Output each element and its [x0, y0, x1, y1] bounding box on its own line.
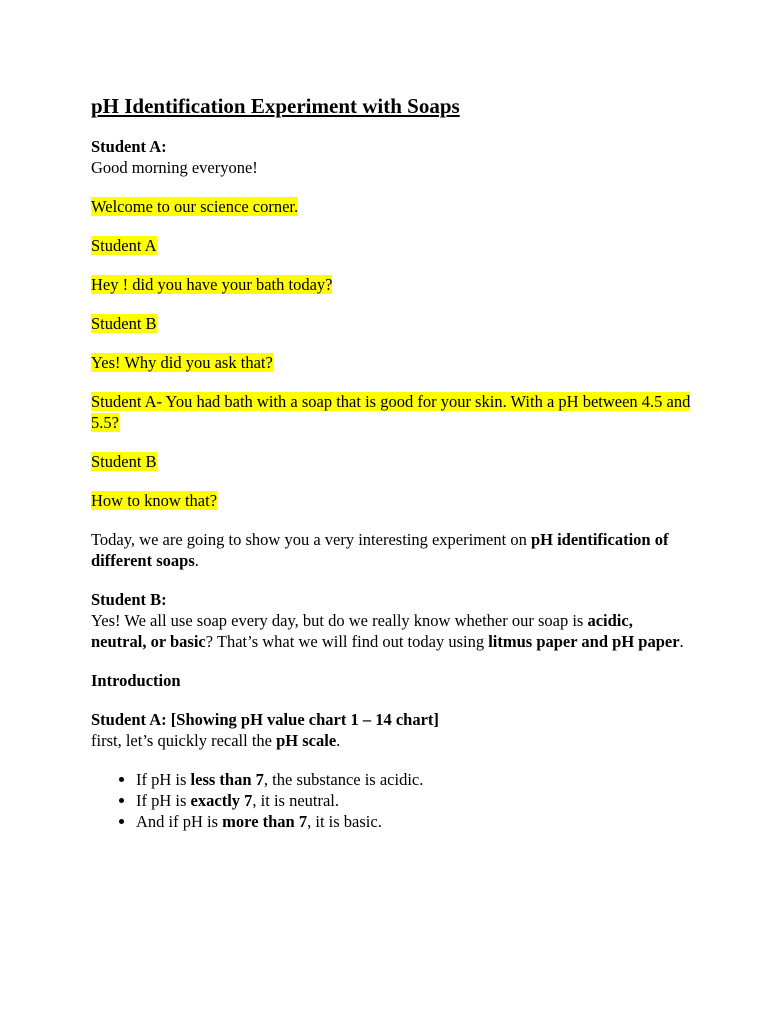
soap-text: Student A- You had bath with a soap that is good for your skin. With a pH between 4.5 and 5.5? [91, 392, 691, 432]
student-b-text-1: Yes! We all use soap every day, but do we really know whether our soap is [91, 611, 588, 630]
bullet-text: If pH is [136, 791, 191, 810]
speaker-b-label-2: Student B [91, 452, 157, 471]
greeting-text: Good morning everyone! [91, 158, 258, 177]
student-b-bold-2: litmus paper and pH paper [488, 632, 680, 651]
speaker-b-paragraph-2 [91, 451, 691, 472]
today-end: . [194, 551, 199, 570]
how-paragraph [91, 490, 691, 511]
speaker-label-b: Student B: [91, 590, 167, 609]
speaker-label: Student A: [91, 137, 167, 156]
student-b-text-3: . [679, 632, 684, 651]
today-text: Today, we are going to show you a very interesting experiment on [91, 530, 531, 549]
recall-text: first, let’s quickly recall the [91, 731, 277, 750]
list-item [136, 769, 691, 790]
soap-paragraph [91, 391, 691, 433]
student-b-bold-1: acidic, neutral, or basic [91, 611, 633, 651]
hey-paragraph [91, 274, 691, 295]
bullet-text: And if pH is [136, 812, 223, 831]
student-a-chart-paragraph [91, 709, 691, 751]
student-b-paragraph [91, 589, 691, 652]
introduction-heading-paragraph [91, 670, 691, 691]
today-bold: pH identification of different soaps [91, 530, 669, 570]
speaker-a-label: Student A [91, 236, 157, 255]
speaker-b-label: Student B [91, 314, 157, 333]
why-text: Yes! Why did you ask that? [91, 353, 273, 372]
why-paragraph [91, 352, 691, 373]
bullet-bold: less than 7 [190, 770, 264, 789]
ph-bullet-list [91, 769, 691, 832]
ph-scale-bold: pH scale [276, 731, 337, 750]
student-b-text-2: ? That’s what we will find out today using [205, 632, 489, 651]
document-title: pH Identification Experiment with Soaps [91, 94, 460, 118]
document-page [91, 92, 691, 832]
list-item [136, 811, 691, 832]
intro-paragraph [91, 136, 691, 178]
how-text: How to know that? [91, 491, 218, 510]
bullet-end: , it is neutral. [252, 791, 340, 810]
introduction-heading: Introduction [91, 671, 181, 690]
speaker-label-a-chart: Student A: [Showing pH value chart 1 – 14 chart] [91, 710, 439, 729]
bullet-end: , it is basic. [307, 812, 382, 831]
welcome-paragraph [91, 196, 691, 217]
welcome-text: Welcome to our science corner. [91, 197, 299, 216]
hey-text: Hey ! did you have your bath today? [91, 275, 333, 294]
bullet-end: , the substance is acidic. [263, 770, 424, 789]
bullet-bold: exactly 7 [190, 791, 253, 810]
list-item [136, 790, 691, 811]
bullet-bold: more than 7 [222, 812, 308, 831]
today-paragraph [91, 529, 691, 571]
speaker-b-paragraph [91, 313, 691, 334]
speaker-a-paragraph [91, 235, 691, 256]
recall-end: . [336, 731, 341, 750]
bullet-text: If pH is [136, 770, 191, 789]
